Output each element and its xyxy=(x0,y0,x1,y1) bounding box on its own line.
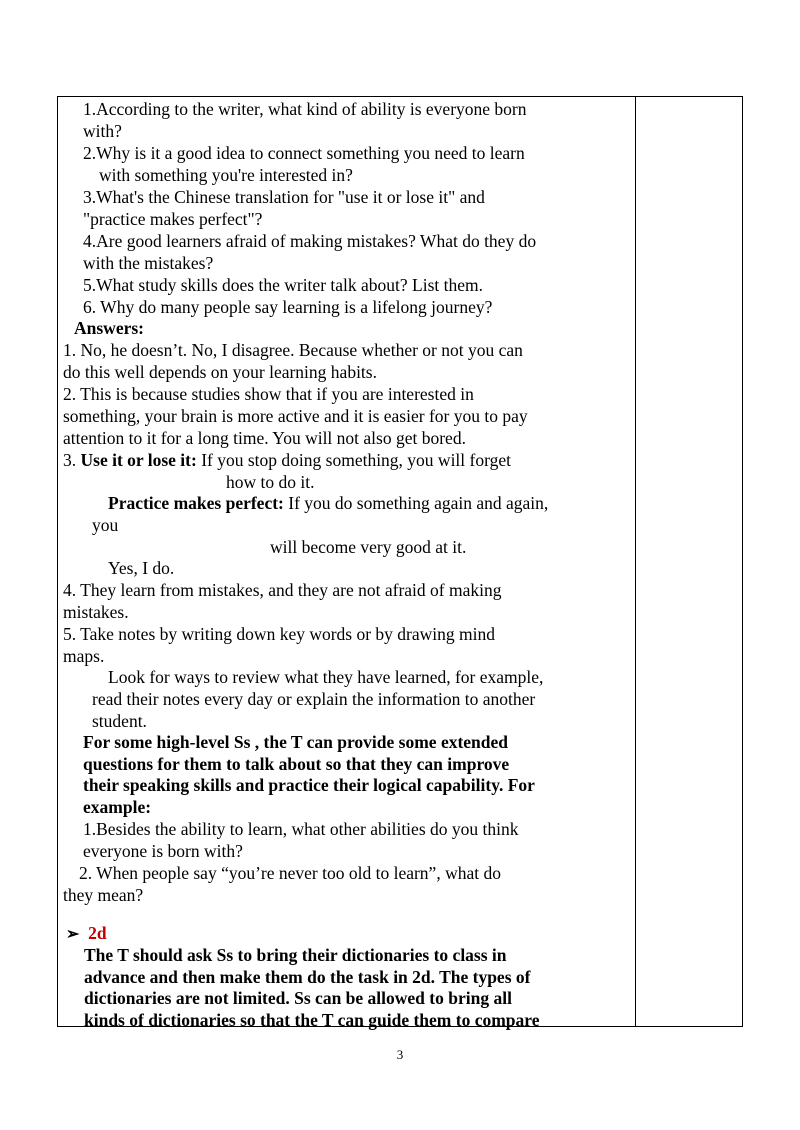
answer-2-line-2: something, your brain is more active and it is easier for you to pay xyxy=(63,406,528,426)
answer-1-line-2: do this well depends on your learning habits. xyxy=(63,362,377,382)
answer-4-line-1: 4. They learn from mistakes, and they are not afraid of making xyxy=(63,580,502,600)
extended-question-1-line-1: 1.Besides the ability to learn, what other abilities do you think xyxy=(83,819,519,839)
answer-5-line-1: 5. Take notes by writing down key words or by drawing mind xyxy=(63,624,496,644)
section-2d-line-2: advance and then make them do the task in 2d. The types of xyxy=(84,967,531,987)
question-1-line-2: with? xyxy=(83,121,122,141)
answers-heading: Answers: xyxy=(74,318,144,338)
question-6: 6. Why do many people say learning is a lifelong journey? xyxy=(83,297,493,317)
question-2-line-1: 2.Why is it a good idea to connect something you need to learn xyxy=(83,143,525,163)
answer-3-line-3 xyxy=(108,492,548,514)
question-3-line-2: "practice makes perfect"? xyxy=(83,209,263,229)
answer-2-line-1: 2. This is because studies show that if you are interested in xyxy=(63,384,474,404)
section-2d-line-4: kinds of dictionaries so that the T can guide them to compare xyxy=(84,1010,540,1030)
definition-use-it: If you stop doing something, you will forget xyxy=(196,450,511,470)
extended-question-2-line-2: they mean? xyxy=(63,885,144,905)
extension-line-1: For some high-level Ss , the T can provide some extended xyxy=(83,732,509,752)
answer-5-line-2: maps. xyxy=(63,646,105,666)
question-1-line-1: 1.According to the writer, what kind of ability is everyone born xyxy=(83,99,527,119)
arrow-bullet-icon: ➢ xyxy=(66,926,80,943)
right-column-divider xyxy=(635,97,636,1026)
page-number: 3 xyxy=(396,1047,404,1062)
question-4-line-1: 4.Are good learners afraid of making mistakes? What do they do xyxy=(83,231,537,251)
answer-3-line-1 xyxy=(63,449,511,471)
extended-question-1-line-2: everyone is born with? xyxy=(83,841,243,861)
answer-3-yes: Yes, I do. xyxy=(108,558,175,578)
question-2-line-2: with something you're interested in? xyxy=(99,165,353,185)
term-practice-makes-perfect: Practice makes perfect: xyxy=(108,493,284,513)
extended-question-2-line-1: 2. When people say “you’re never too old to learn”, what do xyxy=(79,863,501,883)
answer-5-line-3: Look for ways to review what they have learned, for example, xyxy=(108,667,544,687)
question-4-line-2: with the mistakes? xyxy=(83,253,214,273)
question-5: 5.What study skills does the writer talk about? List them. xyxy=(83,275,483,295)
extension-line-3: their speaking skills and practice their logical capability. For xyxy=(83,775,535,795)
extension-line-4: example: xyxy=(83,797,152,817)
question-3-line-1: 3.What's the Chinese translation for "use it or lose it" and xyxy=(83,187,485,207)
answer-3-line-2: how to do it. xyxy=(226,472,315,492)
answer-1-line-1: 1. No, he doesn’t. No, I disagree. Because whether or not you can xyxy=(63,340,523,360)
extension-line-2: questions for them to talk about so that they can improve xyxy=(83,754,510,774)
section-2d-heading xyxy=(66,922,107,946)
answer-3-number: 3. xyxy=(63,450,77,470)
section-2d-line-3: dictionaries are not limited. Ss can be allowed to bring all xyxy=(84,988,512,1008)
section-2d-line-1: The T should ask Ss to bring their dictionaries to class in xyxy=(84,945,507,965)
section-2d-title: 2d xyxy=(88,923,107,943)
answer-3-line-5: will become very good at it. xyxy=(270,537,467,557)
definition-practice: If you do something again and again, xyxy=(283,493,549,513)
answer-2-line-3: attention to it for a long time. You will not also get bored. xyxy=(63,428,466,448)
answer-3-line-4: you xyxy=(92,515,119,535)
term-use-it-or-lose-it: Use it or lose it: xyxy=(80,450,197,470)
answer-5-line-5: student. xyxy=(92,711,147,731)
answer-4-line-2: mistakes. xyxy=(63,602,129,622)
answer-5-line-4: read their notes every day or explain the information to another xyxy=(92,689,536,709)
